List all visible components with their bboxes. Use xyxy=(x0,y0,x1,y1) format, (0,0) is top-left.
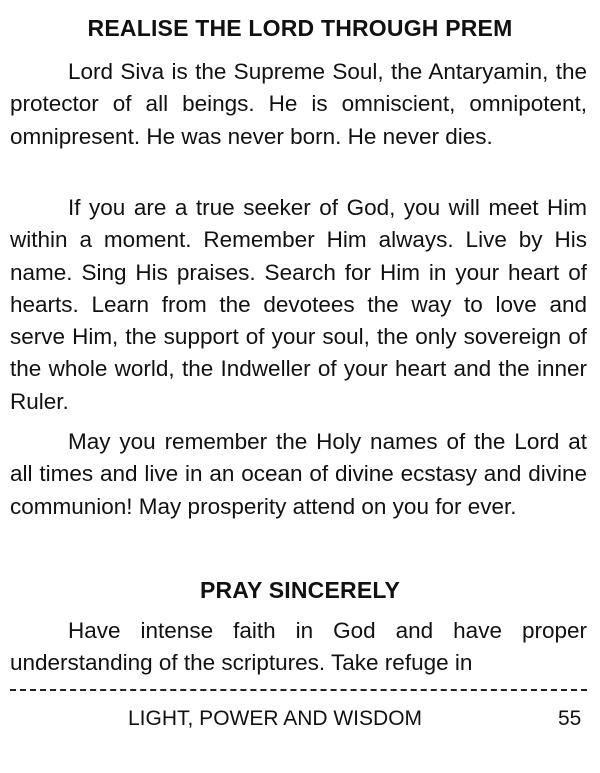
paragraph-true-seeker: If you are a true seeker of God, you will meet Him within a moment. Remember Him always. Live by His name. Sing His praises. Search for Him in your heart of hearts. Learn from the devotees the way to love and serve Him, the support of your soul, the only sovereign of the whole world, the Indweller of your heart and the inner Ruler. xyxy=(10,195,587,414)
paragraph-intense-faith: Have intense faith in God and have proper understanding of the scriptures. Take refuge in xyxy=(10,618,587,676)
paragraph-lord-siva: Lord Siva is the Supreme Soul, the Antaryamin, the protector of all beings. He is omniscient, omnipotent, omnipresent. He was never born. He never dies. xyxy=(10,59,587,149)
footer-divider xyxy=(10,689,587,691)
section-heading-realise: REALISE THE LORD THROUGH PREM xyxy=(87,15,513,41)
section-heading-pray: PRAY SINCERELY xyxy=(199,577,401,603)
page-number: 55 xyxy=(558,707,582,730)
paragraph-holy-names: May you remember the Holy names of the Lord at all times and live in an ocean of divine ecstasy and divine communion! May prosperity attend on you for ever. xyxy=(10,429,587,519)
footer-book-title: LIGHT, POWER AND WISDOM xyxy=(128,707,423,730)
